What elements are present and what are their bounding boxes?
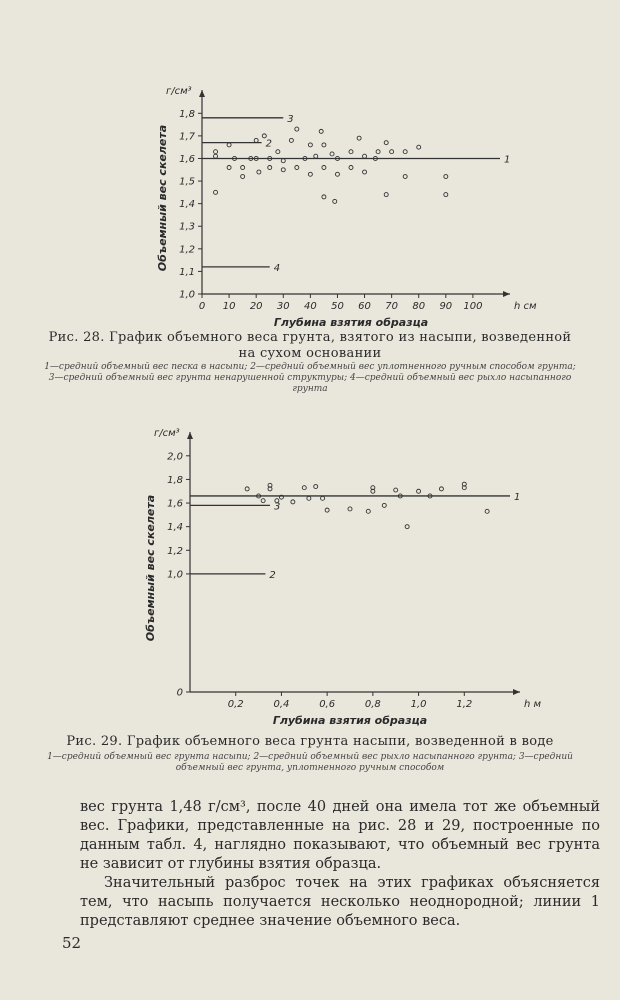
fig29-x-tick-label: 1,0 — [410, 699, 427, 710]
fig28-x-unit-label: h см — [514, 301, 537, 312]
fig28-data-point — [276, 150, 280, 154]
fig28-x-tick-label: 80 — [412, 301, 426, 312]
fig28-y-tick-label: 1,3 — [179, 221, 195, 233]
fig29-data-point — [307, 496, 311, 500]
fig28-data-point — [268, 166, 272, 170]
fig28-data-point — [322, 195, 326, 199]
fig28-data-point — [214, 154, 218, 158]
fig28-data-point — [241, 166, 245, 170]
fig29-x-arrow-icon — [513, 689, 520, 695]
fig28-data-point — [363, 154, 367, 158]
fig28-data-point — [333, 199, 337, 203]
fig28-data-point — [281, 159, 285, 163]
fig28-data-point — [262, 134, 266, 138]
fig29-data-point — [314, 485, 318, 489]
fig28-data-point — [314, 154, 318, 158]
fig28-data-point — [330, 152, 334, 156]
fig29-data-point — [291, 500, 295, 504]
fig29-line-label-2: 2 — [269, 569, 276, 581]
fig28-data-point — [289, 138, 293, 142]
fig28-data-point — [444, 175, 448, 179]
fig28-data-point — [254, 138, 258, 142]
fig28-y-tick-label: 1,6 — [179, 153, 195, 165]
fig28-y-axis-title: Объемный вес скелета — [156, 124, 169, 272]
fig28-x-tick-label: 70 — [385, 301, 399, 312]
fig28-data-point — [319, 129, 323, 133]
fig28-data-point — [308, 172, 312, 176]
fig28-data-point — [444, 193, 448, 197]
fig29-y-tick-label: 1,2 — [167, 545, 183, 557]
fig28-data-point — [214, 190, 218, 194]
fig28-data-point — [390, 150, 394, 154]
fig29-data-point — [417, 489, 421, 493]
fig28-line-label-1: 1 — [504, 154, 511, 166]
fig28-data-point — [349, 150, 353, 154]
fig29-x-tick-label: 0,4 — [273, 699, 290, 710]
fig28-y-tick-label: 1,5 — [179, 176, 195, 188]
fig29-data-point — [348, 507, 352, 511]
fig28-y-unit-label: г/см³ — [166, 86, 192, 97]
fig28-x-tick-label: 20 — [249, 301, 263, 312]
fig28-x-tick-label: 100 — [463, 301, 483, 312]
fig28-x-tick-label: 60 — [358, 301, 371, 312]
fig29-y-axis-title: Объемный вес скелета — [144, 494, 157, 642]
fig29-data-point — [245, 487, 249, 491]
fig28-y-tick-label: 1,2 — [179, 244, 195, 256]
figure-28-legend: 1—средний объемный вес песка в насыпи; 2—средний объемный вес уплотненного ручным способом грунта; 3—средний объемный вес грунта ненарушенной структуры; 4—средний объемный вес рыхло насыпанного грунта — [44, 362, 576, 394]
body-text — [80, 798, 600, 931]
fig28-x-tick-label: 50 — [331, 301, 344, 312]
figure-29-legend: 1—средний объемный вес грунта насыпи; 2—средний объемный вес рыхло насыпанного грунта; 3—средний объемный вес грунта, уплотненного ручным способом — [47, 752, 573, 773]
fig28-x-tick-label: 0 — [198, 301, 206, 312]
fig28-x-tick-label: 90 — [439, 301, 453, 312]
fig28-data-point — [376, 150, 380, 154]
fig28-line-label-3: 3 — [287, 113, 294, 125]
fig28-y-tick-label: 1,0 — [179, 289, 195, 301]
fig28-y-tick-label: 1,4 — [179, 199, 195, 211]
figure-29-caption: Рис. 29. График объемного веса грунта насыпи, возведенной в воде — [66, 734, 554, 749]
fig28-data-point — [281, 168, 285, 172]
fig28-data-point — [384, 141, 388, 145]
figure-28-chart — [150, 62, 537, 332]
fig29-line-label-1: 1 — [514, 491, 521, 503]
fig28-y-arrow-icon — [199, 90, 205, 97]
fig29-y-tick-label: 2,0 — [167, 451, 183, 463]
fig29-line-label-3: 3 — [274, 501, 281, 513]
fig28-data-point — [384, 193, 388, 197]
fig29-x-tick-label: 0,2 — [227, 699, 244, 710]
fig29-data-point — [439, 487, 443, 491]
fig28-y-tick-label: 1,1 — [179, 266, 195, 278]
fig29-y-unit-label: г/см³ — [154, 428, 180, 439]
fig29-x-tick-label: 0,6 — [319, 699, 336, 710]
figure-29-chart — [140, 400, 540, 730]
fig28-data-point — [295, 127, 299, 131]
fig28-data-point — [322, 166, 326, 170]
fig28-data-point — [357, 136, 361, 140]
fig29-data-point — [405, 525, 409, 529]
fig28-x-arrow-icon — [503, 291, 510, 297]
fig29-data-point — [321, 496, 325, 500]
fig28-data-point — [417, 145, 421, 149]
page-number: 52 — [62, 934, 82, 952]
fig28-data-point — [227, 143, 231, 147]
fig28-data-point — [214, 150, 218, 154]
fig28-data-point — [335, 172, 339, 176]
fig28-data-point — [295, 166, 299, 170]
fig28-data-point — [403, 175, 407, 179]
fig28-x-tick-label: 30 — [276, 301, 290, 312]
fig29-y-tick-label: 1,0 — [167, 569, 183, 581]
figure-28-caption: Рис. 28. График объемного веса грунта, взятого из насыпи, возведенной на сухом основании — [48, 330, 572, 361]
fig28-data-point — [363, 170, 367, 174]
fig29-y-tick-label: 1,8 — [167, 474, 183, 486]
body-paragraph-1: вес грунта 1,48 г/см³, после 40 дней она имела тот же объемный вес. Графики, представленные на рис. 28 и 29, построенные по данным табл. 4, наглядно показывают, что объемный вес грунта не зависит от глубины взятия образца. — [80, 799, 600, 872]
fig29-data-point — [382, 503, 386, 507]
fig28-line-label-4: 4 — [273, 262, 281, 274]
fig29-data-point — [366, 509, 370, 513]
fig28-line-label-2: 2 — [265, 138, 272, 150]
body-paragraph-2: Значительный разброс точек на этих графиках объясняется тем, что насыпь получается несколько неоднородной; линии 1 представляют среднее значение объемного веса. — [80, 875, 600, 929]
fig29-x-tick-label: 1,2 — [456, 699, 473, 710]
fig29-y-tick-label: 1,4 — [167, 522, 183, 534]
fig28-data-point — [322, 143, 326, 147]
fig28-x-axis-title: Глубина взятия образца — [273, 316, 429, 329]
fig28-data-point — [349, 166, 353, 170]
fig29-data-point — [302, 486, 306, 490]
fig28-x-tick-label: 40 — [303, 301, 317, 312]
fig29-y-arrow-icon — [187, 432, 193, 439]
fig28-data-point — [227, 166, 231, 170]
fig28-data-point — [257, 170, 261, 174]
fig28-data-point — [241, 175, 245, 179]
fig28-data-point — [308, 143, 312, 147]
fig29-data-point — [325, 508, 329, 512]
fig28-data-point — [403, 150, 407, 154]
fig29-data-point — [485, 509, 489, 513]
fig29-x-unit-label: h м — [524, 699, 542, 710]
fig29-data-point — [261, 499, 265, 503]
fig29-y-tick-label: 1,6 — [167, 498, 183, 510]
fig29-y-tick-label: 0 — [176, 687, 183, 699]
fig28-y-tick-label: 1,8 — [179, 108, 195, 120]
fig29-x-axis-title: Глубина взятия образца — [272, 714, 428, 727]
fig28-y-tick-label: 1,7 — [179, 131, 195, 143]
fig29-x-tick-label: 0,8 — [364, 699, 381, 710]
fig29-data-point — [394, 488, 398, 492]
fig28-x-tick-label: 10 — [222, 301, 236, 312]
